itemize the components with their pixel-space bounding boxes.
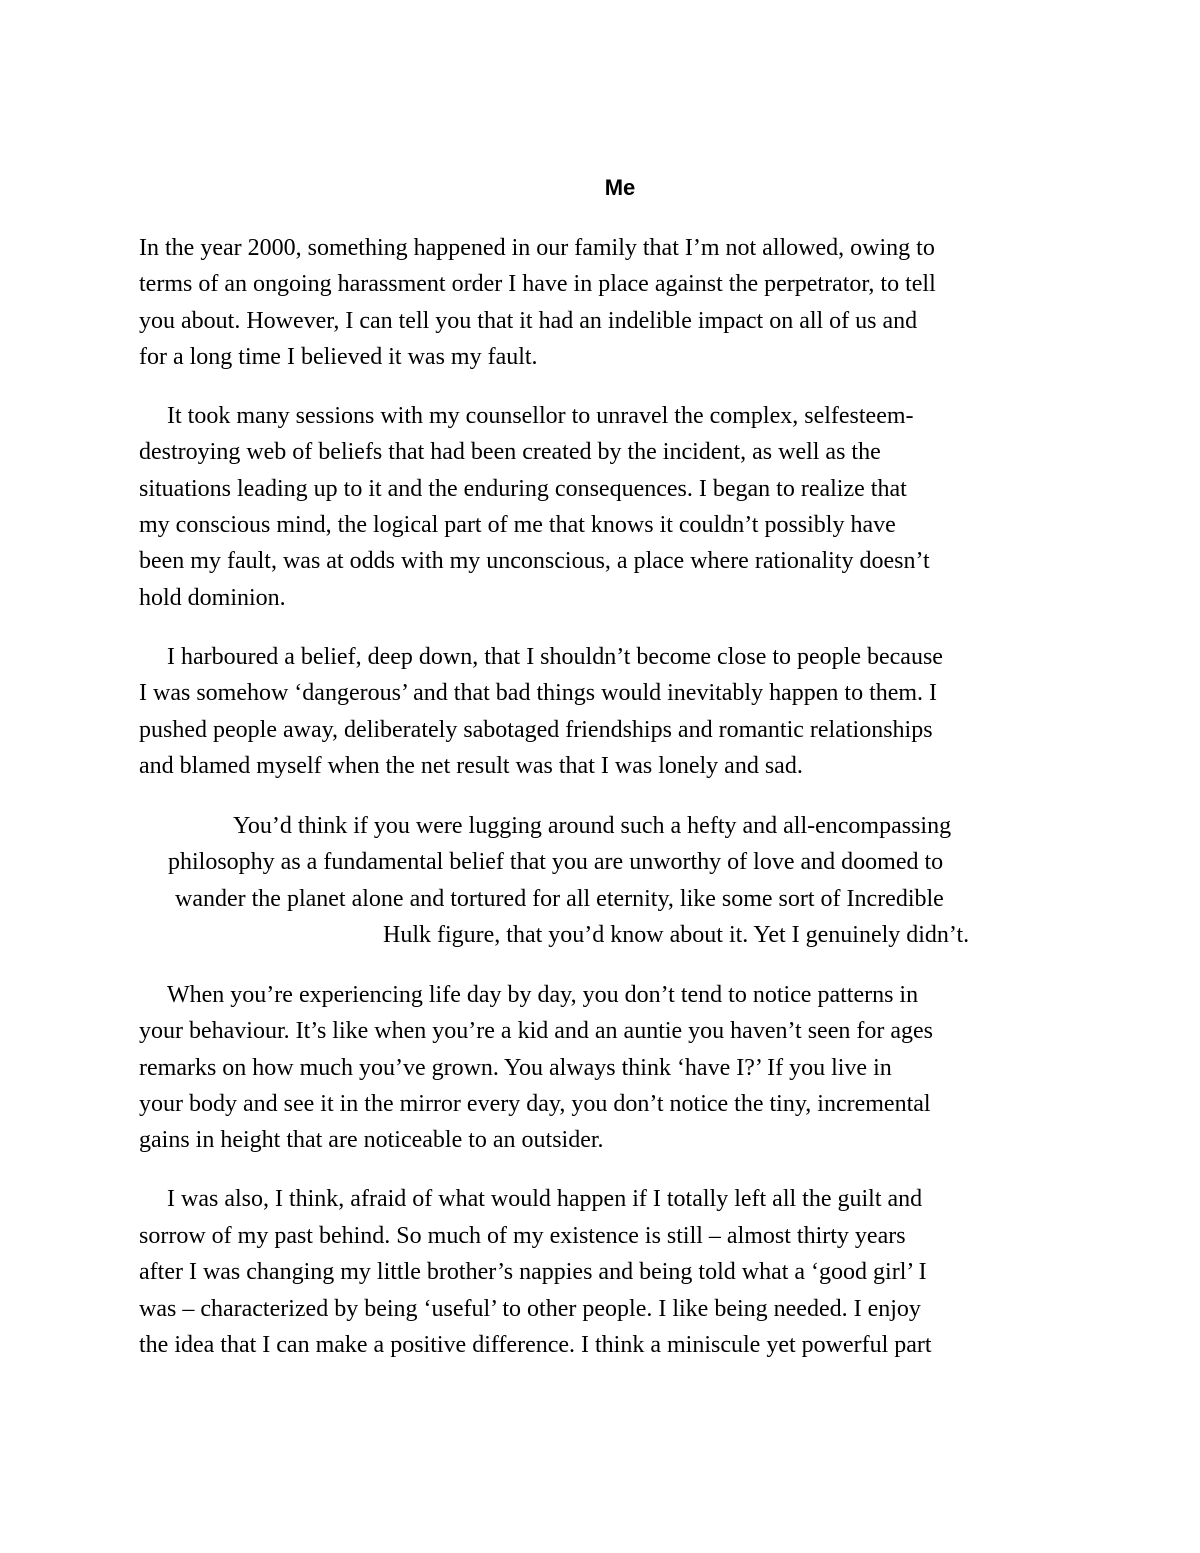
text-line: You’d think if you were lugging around such a hefty and all-encompassing <box>233 813 952 839</box>
text-line: In the year 2000, something happened in our family that I’m not allowed, owing to <box>139 235 935 261</box>
text-line: hold dominion. <box>139 585 286 611</box>
text-line: wander the planet alone and tortured for all eternity, like some sort of Incredible <box>175 886 944 912</box>
text-line: pushed people away, deliberately sabotaged friendships and romantic relationships <box>139 717 933 743</box>
text-line: you about. However, I can tell you that it had an indelible impact on all of us and <box>139 308 918 334</box>
text-line: after I was changing my little brother’s nappies and being told what a ‘good girl’ I <box>139 1259 927 1285</box>
text-line: gains in height that are noticeable to an outsider. <box>139 1127 604 1153</box>
text-line: sorrow of my past behind. So much of my existence is still – almost thirty years <box>139 1223 906 1249</box>
text-line: and blamed myself when the net result was that I was lonely and sad. <box>139 753 803 779</box>
text-line: terms of an ongoing harassment order I have in place against the perpetrator, to tell <box>139 271 936 297</box>
text-line: I was also, I think, afraid of what would happen if I totally left all the guilt and <box>167 1186 923 1212</box>
text-line: Hulk figure, that you’d know about it. Yet I genuinely didn’t. <box>383 922 970 948</box>
text-line: situations leading up to it and the enduring consequences. I began to realize that <box>139 476 907 502</box>
text-line: the idea that I can make a positive difference. I think a miniscule yet powerful part <box>139 1332 932 1358</box>
text-line: remarks on how much you’ve grown. You always think ‘have I?’ If you live in <box>139 1055 892 1081</box>
text-line: destroying web of beliefs that had been created by the incident, as well as the <box>139 439 881 465</box>
text-line: was – characterized by being ‘useful’ to other people. I like being needed. I enjoy <box>139 1296 921 1322</box>
text-line: my conscious mind, the logical part of me that knows it couldn’t possibly have <box>139 512 896 538</box>
text-line: I was somehow ‘dangerous’ and that bad things would inevitably happen to them. I <box>139 680 938 706</box>
page-title: Me <box>604 175 636 200</box>
text-line: It took many sessions with my counsellor to unravel the complex, selfesteem- <box>167 403 914 429</box>
text-line: your behaviour. It’s like when you’re a kid and an auntie you haven’t seen for ages <box>139 1018 933 1044</box>
text-line: your body and see it in the mirror every day, you don’t notice the tiny, incremental <box>139 1091 931 1117</box>
text-line: been my fault, was at odds with my unconscious, a place where rationality doesn’t <box>139 548 930 574</box>
text-line: I harboured a belief, deep down, that I shouldn’t become close to people because <box>167 644 943 670</box>
text-line: for a long time I believed it was my fault. <box>139 344 538 370</box>
text-line: philosophy as a fundamental belief that you are unworthy of love and doomed to <box>168 849 944 875</box>
text-line: When you’re experiencing life day by day, you don’t tend to notice patterns in <box>167 982 919 1008</box>
